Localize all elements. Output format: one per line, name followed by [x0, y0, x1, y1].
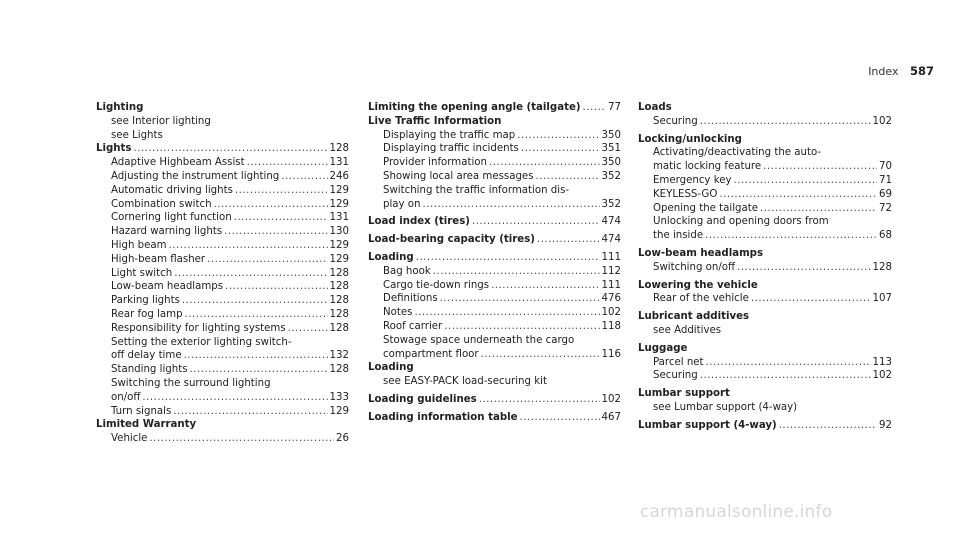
entry-text: off delay time [111, 350, 182, 362]
entry-text: Load index (tires) [368, 216, 470, 228]
page-ref: 92 [879, 419, 892, 431]
index-subentry [368, 334, 621, 348]
dot-leader [479, 393, 600, 407]
index-entry [368, 361, 621, 375]
dot-leader [537, 233, 600, 247]
index-subentry [96, 280, 349, 294]
page-ref: 128 [329, 308, 349, 320]
index-entry [638, 279, 892, 293]
dot-leader [751, 292, 871, 306]
index-subentry [96, 432, 349, 446]
dot-leader [214, 198, 328, 212]
entry-text: Lowering the vehicle [638, 279, 758, 291]
page-ref: 351 [601, 143, 621, 155]
entry-text: Loading guidelines [368, 393, 477, 405]
entry-text: Loading [368, 251, 414, 263]
index-entry [368, 393, 621, 407]
dot-leader [235, 184, 328, 198]
index-subentry [368, 156, 621, 170]
entry-text: Loading [368, 362, 414, 374]
entry-text: Responsibility for lighting systems [111, 322, 286, 334]
index-subentry [96, 336, 349, 350]
watermark: carmanualsonline.info [640, 502, 833, 522]
page-ref: 69 [879, 188, 892, 200]
index-entry [96, 142, 349, 156]
page-ref: 350 [601, 129, 621, 141]
entry-text: Vehicle [111, 433, 148, 445]
dot-leader [224, 225, 327, 239]
entry-text: Locking/unlocking [638, 133, 742, 145]
dot-leader [142, 391, 327, 405]
dot-leader [234, 211, 328, 225]
entry-text: Unlocking and opening doors from [653, 216, 829, 228]
dot-leader [185, 308, 328, 322]
page-ref: 68 [879, 230, 892, 242]
index-subentry [96, 239, 349, 253]
index-subentry [96, 349, 349, 363]
dot-leader [481, 348, 600, 362]
page-ref: 129 [329, 239, 349, 251]
dot-leader [416, 251, 600, 265]
dot-leader [737, 261, 870, 275]
entry-text: Low-beam headlamps [638, 247, 764, 259]
index-subentry [638, 215, 892, 229]
page-ref: 130 [329, 226, 349, 238]
entry-text: Luggage [638, 342, 688, 354]
index-entry [368, 115, 621, 129]
index-subentry [368, 279, 621, 293]
index-subentry [368, 348, 621, 362]
page-ref: 128 [872, 261, 892, 273]
entry-text: Hazard warning lights [111, 226, 223, 238]
index-subentry [368, 170, 621, 184]
dot-leader [760, 202, 877, 216]
page-ref: 132 [329, 350, 349, 362]
index-subentry [96, 184, 349, 198]
page-ref: 131 [329, 212, 349, 224]
dot-leader [472, 215, 600, 229]
entry-text: Showing local area messages [383, 170, 534, 182]
entry-text: Bag hook [383, 265, 431, 277]
entry-text: compartment floor [383, 348, 479, 360]
index-subentry [96, 377, 349, 391]
page-ref: 111 [601, 279, 621, 291]
index-subentry [368, 292, 621, 306]
entry-text: Setting the exterior lighting switch- [111, 336, 292, 348]
page-ref: 352 [601, 198, 621, 210]
index-subentry [368, 129, 621, 143]
dot-leader [440, 292, 600, 306]
entry-text: Combination switch [111, 198, 212, 210]
page-ref: 128 [329, 322, 349, 334]
entry-text: Cornering light function [111, 212, 232, 224]
dot-leader [719, 188, 877, 202]
page-ref: 128 [329, 281, 349, 293]
index-subentry [638, 188, 892, 202]
page-ref: 128 [329, 295, 349, 307]
index-subentry [96, 115, 349, 129]
dot-leader [491, 279, 599, 293]
page-ref: 71 [879, 174, 892, 186]
index-entry [368, 215, 621, 229]
entry-text: matic locking feature [653, 161, 762, 173]
dot-leader [182, 294, 328, 308]
index-entry [638, 342, 892, 356]
index-subentry [638, 160, 892, 174]
entry-text: Live Traffic Information [368, 115, 502, 127]
entry-text: Lights [96, 143, 132, 155]
page-ref: 129 [329, 253, 349, 265]
header-label: Index [868, 65, 899, 78]
entry-text: Lighting [96, 102, 144, 113]
entry-text: Automatic driving lights [111, 184, 233, 196]
entry-text: Light switch [111, 267, 173, 279]
dot-leader [779, 419, 877, 433]
index-subentry [368, 184, 621, 198]
entry-text: Stowage space underneath the cargo [383, 334, 575, 346]
page-header [868, 64, 934, 78]
page-number: 587 [909, 64, 934, 78]
index-entry [96, 101, 349, 115]
entry-text: Cargo tie-down rings [383, 279, 490, 291]
index-subentry [368, 306, 621, 320]
index-subentry [96, 405, 349, 419]
dot-leader [521, 142, 600, 156]
entry-text: High beam [111, 239, 167, 251]
entry-text: High-beam flasher [111, 253, 206, 265]
index-subentry [368, 375, 621, 389]
index-subentry [638, 202, 892, 216]
index-subentry [96, 294, 349, 308]
entry-text: see Additives [653, 324, 722, 336]
dot-leader [169, 239, 328, 253]
index-subentry [638, 401, 892, 415]
dot-leader [288, 322, 328, 336]
entry-text: Lumbar support [638, 388, 730, 400]
index-subentry [368, 265, 621, 279]
index-subentry [638, 324, 892, 338]
page-ref: 128 [329, 143, 349, 155]
dot-leader [705, 229, 877, 243]
page-ref: 128 [329, 267, 349, 279]
entry-text: Rear of the vehicle [653, 293, 749, 305]
page-ref: 72 [879, 202, 892, 214]
entry-text: Lubricant additives [638, 311, 750, 323]
page-ref: 102 [601, 307, 621, 319]
entry-text: Provider information [383, 157, 487, 169]
index-entry [638, 387, 892, 401]
entry-text: KEYLESS-GO [653, 188, 718, 200]
index-subentry [96, 322, 349, 336]
page-ref: 129 [329, 184, 349, 196]
entry-text: Securing [653, 115, 698, 127]
index-subentry [638, 115, 892, 129]
entry-text: Emergency key [653, 174, 732, 186]
entry-text: Loads [638, 102, 672, 113]
dot-leader [173, 405, 327, 419]
page-ref: 246 [329, 170, 349, 182]
index-subentry [638, 369, 892, 383]
index-subentry [638, 261, 892, 275]
index-subentry [638, 356, 892, 370]
entry-text: on/off [111, 391, 141, 403]
dot-leader [281, 170, 327, 184]
entry-text: Parcel net [653, 356, 704, 368]
index-column-3 [638, 101, 892, 433]
index-subentry [96, 225, 349, 239]
index-subentry [638, 292, 892, 306]
index-entry [638, 247, 892, 261]
page-ref: 102 [601, 393, 621, 405]
page-ref: 474 [601, 234, 621, 246]
index-subentry [96, 267, 349, 281]
entry-text: play on [383, 198, 421, 210]
page-ref: 77 [608, 102, 621, 113]
dot-leader [734, 174, 878, 188]
page-ref: 70 [879, 161, 892, 173]
dot-leader [520, 411, 600, 425]
dot-leader [149, 432, 334, 446]
index-subentry [96, 391, 349, 405]
page-ref: 111 [601, 251, 621, 263]
index-subentry [368, 142, 621, 156]
dot-leader [133, 142, 327, 156]
page-ref: 116 [601, 348, 621, 360]
entry-text: Switching the traffic information dis- [383, 184, 570, 196]
page-ref: 102 [872, 115, 892, 127]
index-subentry [96, 170, 349, 184]
index-column-2 [368, 101, 621, 425]
dot-leader [190, 363, 328, 377]
page-ref: 352 [601, 170, 621, 182]
page-ref: 133 [329, 391, 349, 403]
dot-leader [489, 156, 600, 170]
dot-leader [433, 265, 600, 279]
dot-leader [763, 160, 877, 174]
index-subentry [638, 174, 892, 188]
entry-text: Displaying traffic incidents [383, 143, 519, 155]
index-subentry [368, 320, 621, 334]
entry-text: Low-beam headlamps [111, 281, 224, 293]
entry-text: Limiting the opening angle (tailgate) [368, 102, 581, 113]
entry-text: Rear fog lamp [111, 308, 183, 320]
page-ref: 129 [329, 405, 349, 417]
entry-text: Activating/deactivating the auto- [653, 147, 822, 159]
dot-leader [184, 349, 328, 363]
index-entry [368, 101, 621, 115]
index-entry [638, 133, 892, 147]
page-ref: 107 [872, 293, 892, 305]
index-subentry [96, 156, 349, 170]
index-entry [638, 419, 892, 433]
entry-text: Notes [383, 307, 413, 319]
index-subentry [96, 211, 349, 225]
entry-text: Adaptive Highbeam Assist [111, 157, 245, 169]
page-ref: 112 [601, 265, 621, 277]
page-ref: 467 [601, 411, 621, 423]
dot-leader [583, 101, 607, 115]
page-ref: 474 [601, 216, 621, 228]
page-ref: 118 [601, 320, 621, 332]
entry-text: Load-bearing capacity (tires) [368, 234, 535, 246]
page-ref: 128 [329, 364, 349, 376]
entry-text: see Lumbar support (4-way) [653, 401, 798, 413]
entry-text: Turn signals [111, 405, 172, 417]
index-entry [638, 101, 892, 115]
index-subentry [96, 308, 349, 322]
dot-leader [414, 306, 599, 320]
page-ref: 350 [601, 157, 621, 169]
entry-text: see EASY-PACK load-securing kit [383, 376, 547, 388]
entry-text: Limited Warranty [96, 419, 197, 431]
page-ref: 102 [872, 370, 892, 382]
dot-leader [536, 170, 600, 184]
entry-text: Standing lights [111, 364, 188, 376]
index-subentry [96, 363, 349, 377]
entry-text: Switching the surround lighting [111, 377, 271, 389]
dot-leader [174, 267, 327, 281]
dot-leader [225, 280, 327, 294]
index-entry [368, 411, 621, 425]
entry-text: the inside [653, 230, 704, 242]
entry-text: see Lights [111, 129, 163, 141]
index-subentry [638, 229, 892, 243]
entry-text: Switching on/off [653, 261, 736, 273]
entry-text: Definitions [383, 293, 438, 305]
index-subentry [368, 198, 621, 212]
dot-leader [444, 320, 599, 334]
dot-leader [207, 253, 327, 267]
index-entry [368, 251, 621, 265]
entry-text: Adjusting the instrument lighting [111, 170, 280, 182]
index-subentry [96, 198, 349, 212]
dot-leader [706, 356, 871, 370]
entry-text: Opening the tailgate [653, 202, 759, 214]
entry-text: Loading information table [368, 411, 518, 423]
entry-text: Displaying the traffic map [383, 129, 516, 141]
index-entry [96, 418, 349, 432]
entry-text: Parking lights [111, 295, 180, 307]
entry-text: Lumbar support (4-way) [638, 419, 777, 431]
index-column-1 [96, 101, 349, 446]
dot-leader [517, 129, 599, 143]
page-ref: 26 [336, 433, 349, 445]
dot-leader [423, 198, 600, 212]
page-ref: 113 [872, 356, 892, 368]
index-subentry [96, 129, 349, 143]
index-entry [368, 233, 621, 247]
page-ref: 131 [329, 157, 349, 169]
index-entry [638, 310, 892, 324]
dot-leader [700, 115, 871, 129]
dot-leader [700, 369, 871, 383]
dot-leader [247, 156, 328, 170]
index-subentry [638, 146, 892, 160]
page-ref: 129 [329, 198, 349, 210]
index-subentry [96, 253, 349, 267]
entry-text: see Interior lighting [111, 115, 211, 127]
page-ref: 476 [601, 293, 621, 305]
entry-text: Roof carrier [383, 320, 443, 332]
entry-text: Securing [653, 370, 698, 382]
